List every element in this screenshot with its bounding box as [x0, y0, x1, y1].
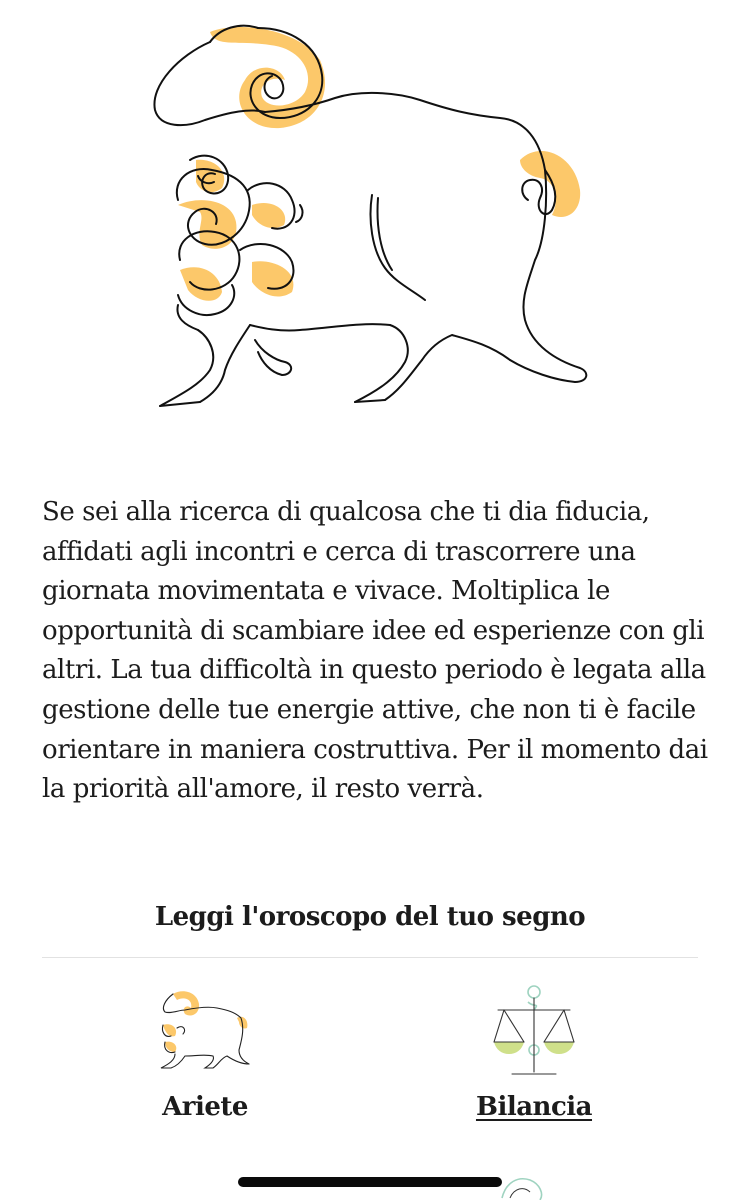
- sign-card-ariete[interactable]: [95, 980, 315, 1130]
- home-indicator[interactable]: [238, 1177, 502, 1187]
- aries-icon: [155, 980, 255, 1080]
- sign-label-ariete: Ariete: [162, 1092, 248, 1122]
- signs-section-title: Leggi l'oroscopo del tuo segno: [154, 902, 586, 932]
- libra-icon: [484, 980, 584, 1080]
- sign-card-bilancia[interactable]: [424, 980, 644, 1130]
- sign-label-bilancia: Bilancia: [475, 1092, 593, 1122]
- section-divider: [42, 957, 698, 958]
- horoscope-text: Se sei alla ricerca di qualcosa che ti dia fiducia, affidati agli incontri e cerca di trascorrere una giornata movimentata e vivace. Moltiplica le opportunità di scambiare idee ed esperienze con gli altri. La tua difficoltà in questo periodo è legata alla gestione delle tue energie attive, che non ti è facile orientare in maniera costruttiva. Per il momento dai la priorità all'amore, il resto verrà.: [42, 497, 708, 805]
- next-sign-icon-peek: [496, 1168, 556, 1200]
- hero-illustration: [0, 0, 740, 460]
- aries-ram-illustration: [0, 0, 740, 460]
